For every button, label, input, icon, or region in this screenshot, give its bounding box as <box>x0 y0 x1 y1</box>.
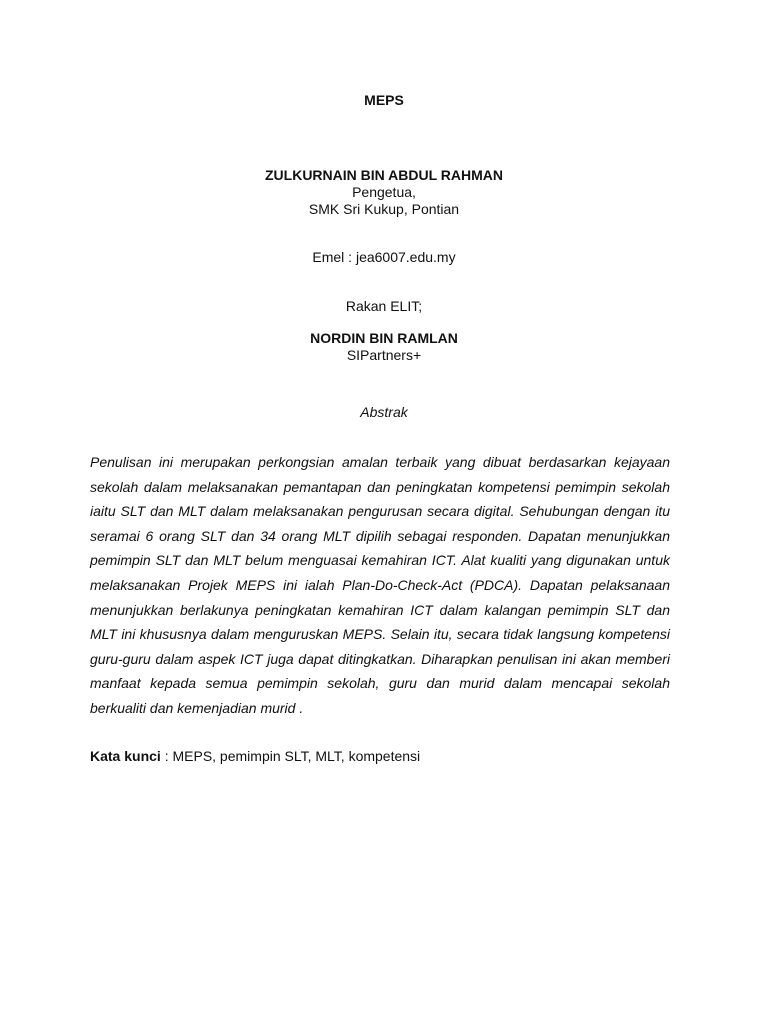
author-name-primary: ZULKURNAIN BIN ABDUL RAHMAN <box>265 167 503 183</box>
keywords-label: Kata kunci <box>90 748 161 764</box>
email-line: Emel : jea6007.edu.my <box>312 249 456 265</box>
keywords-value: : MEPS, pemimpin SLT, MLT, kompetensi <box>160 748 421 764</box>
document-title: MEPS <box>364 92 404 108</box>
author-affiliation: SIPartners+ <box>346 347 422 363</box>
abstract-heading: Abstrak <box>360 404 408 420</box>
author-position: Pengetua, <box>352 184 416 200</box>
partner-label: Rakan ELIT; <box>345 298 423 314</box>
author-name-secondary: NORDIN BIN RAMLAN <box>310 330 458 346</box>
author-school: SMK Sri Kukup, Pontian <box>308 201 460 217</box>
abstract-paragraph: Penulisan ini merupakan perkongsian amalan terbaik yang dibuat berdasarkan kejayaan sekolah dalam melaksanakan pemantapan dan peningkatan kompetensi pemimpin sekolah iaitu SLT dan MLT dalam melaksanakan pengurusan secara digital. Sehubungan dengan itu seramai 6 orang SLT dan 34 orang MLT dipilih sebagai responden. Dapatan menunjukkan pemimpin SLT dan MLT belum menguasai kemahiran ICT. Alat kualiti yang digunakan untuk melaksanakan Projek MEPS ini ialah Plan-Do-Check-Act (PDCA). Dapatan pelaksanaan menunjukkan berlakunya peningkatan kemahiran ICT dalam kalangan pemimpin SLT dan MLT ini khususnya dalam menguruskan MEPS. Selain itu, secara tidak langsung kompetensi guru-guru dalam aspek ICT juga dapat ditingkatkan. Diharapkan penulisan ini akan memberi manfaat kepada semua pemimpin sekolah, guru dan murid dalam mencapai sekolah berkualiti dan kemenjadian murid . <box>90 454 670 716</box>
keywords-line <box>90 747 420 765</box>
